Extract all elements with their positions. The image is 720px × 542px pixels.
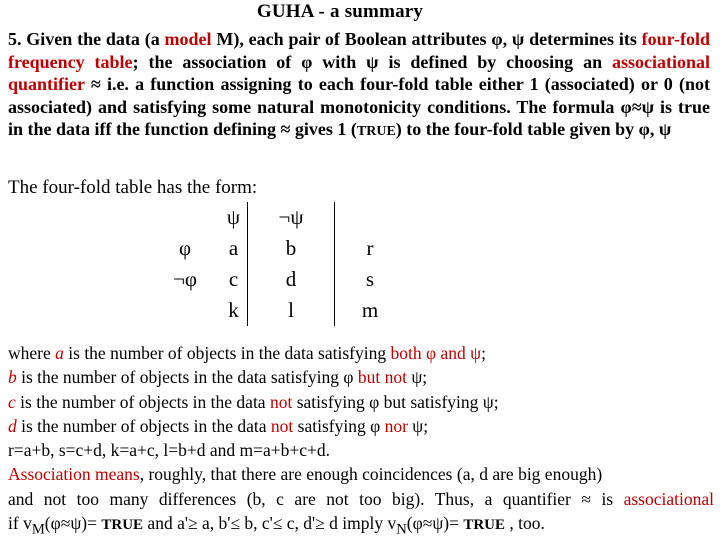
header-cell-psi: ψ: [220, 202, 248, 233]
cell-r: r: [366, 236, 374, 260]
table-row-totals: [150, 295, 405, 326]
table-header-row: [150, 202, 405, 233]
summary-paragraph: [8, 28, 710, 144]
header-cell: [150, 202, 220, 233]
cell-c: c: [220, 264, 248, 295]
association-line-1: [8, 462, 714, 486]
text: and a'≥ a, b'≤ b, c'≤ c, d'≥ d imply v: [143, 513, 397, 534]
text: ψ;: [406, 367, 428, 388]
true-term: TRUE: [463, 517, 506, 534]
definition-line-b: [8, 365, 714, 389]
table-row-not-phi: [150, 264, 405, 295]
text: is the number of objects in the data satisfying φ: [16, 367, 358, 388]
row-label-not-phi: ¬φ: [173, 267, 197, 291]
definition-line-c: [8, 390, 714, 414]
text: , too.: [505, 513, 545, 534]
cell-l: l: [248, 295, 335, 326]
cell-a: a: [220, 233, 248, 264]
header-cell: [335, 202, 406, 233]
text: is the number of objects in the data: [15, 391, 270, 412]
four-fold-table-term: four-fold frequency table: [8, 29, 710, 72]
text: (φ≈ψ)=: [406, 513, 464, 534]
sum-definitions: r=a+b, s=c+d, k=a+c, l=b+d and m=a+b+c+d.: [8, 440, 331, 461]
var-c: c: [8, 391, 16, 412]
cell-k: k: [220, 295, 248, 326]
association-condition-line: [8, 511, 714, 542]
four-fold-table: [150, 202, 405, 326]
true-term: TRUE: [356, 124, 396, 140]
definition-line-a: [8, 341, 714, 365]
true-term: TRUE: [101, 517, 144, 534]
definitions-block: [8, 341, 714, 542]
text: if v: [8, 513, 32, 534]
text: ;: [481, 343, 486, 363]
text: where: [8, 343, 56, 363]
nor-word: nor: [384, 415, 408, 436]
var-b: b: [8, 367, 17, 388]
var-a: a: [55, 343, 64, 363]
text: is the number of objects in the data: [16, 415, 271, 436]
cell-b: b: [248, 233, 335, 264]
not-word: not: [269, 391, 293, 412]
para-text-5: ) to the four-fold table given by φ, ψ: [395, 119, 672, 140]
var-d: d: [8, 415, 17, 436]
subscript-n: N: [396, 521, 407, 538]
text: satisfying φ: [293, 415, 385, 436]
associational-word: associational: [623, 488, 714, 509]
row-label-phi: φ: [178, 236, 192, 260]
subscript-m: M: [31, 521, 45, 538]
text: ψ;: [407, 415, 429, 436]
cell-d: d: [248, 264, 335, 295]
association-line-2: [8, 487, 714, 511]
text: , roughly, that there are enough coincidences (a, d are big enough): [139, 464, 603, 485]
both-phrase: both φ and ψ: [390, 343, 482, 363]
text: is the number of objects in the data satisfying: [63, 343, 391, 363]
cell-s: s: [365, 267, 375, 291]
para-text-2: M), each pair of Boolean attributes φ, ψ determines its: [211, 29, 642, 49]
model-term: model: [164, 29, 212, 49]
not-word: not: [270, 415, 294, 436]
table-form-caption: The four-fold table has the form:: [8, 177, 258, 198]
association-means-phrase: Association means: [8, 464, 140, 485]
row-label-empty: [150, 295, 220, 326]
text: satisfying φ but satisfying ψ;: [292, 391, 499, 412]
cell-m: m: [361, 298, 379, 322]
but-not-phrase: but not: [357, 367, 407, 388]
slide-title: GUHA - a summary: [256, 1, 424, 22]
para-text-1: 5. Given the data (a: [8, 29, 165, 49]
associational-quantifier-term: associational quantifier: [8, 51, 710, 95]
definition-line-d: [8, 414, 714, 438]
para-text-4: ≈ i.e. a function assigning to each four-fold table either 1 (associated) or 0 (not associated) and satisfying some natural monotonicity conditions. The formula φ≈ψ is true in the data iff the function defining ≈ gives 1 (: [8, 74, 710, 140]
text: and not too many differences (b, c are not too big). Thus, a quantifier ≈ is: [8, 488, 624, 509]
table-row-phi: [150, 233, 405, 264]
para-text-3: ; the association of φ with ψ is defined by choosing an: [132, 51, 612, 72]
text: (φ≈ψ)=: [44, 513, 102, 534]
header-cell-not-psi: ¬ψ: [248, 202, 335, 233]
